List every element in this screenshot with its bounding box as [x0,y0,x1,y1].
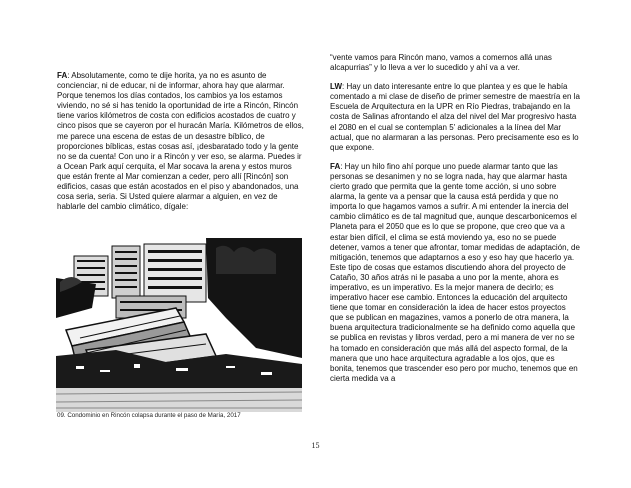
collapsed-condo-photo [56,238,302,412]
photo-caption: 09. Condominio en Rincón colapsa durante el paso de María, 2017 [57,412,241,419]
left-text-column [57,71,305,221]
interview-paragraph [57,71,305,212]
right-text-column [330,53,580,393]
interview-paragraph [330,82,580,153]
interview-paragraph [330,162,580,384]
speaker-initials: LW [330,82,342,92]
speaker-initials: FA [330,161,341,171]
speaker-initials: FA [57,71,68,80]
paragraph-text: : Hay un dato interesante entre lo que plantea y es que le había comentado a mi clase de diseño de primer semestre de maestría en la Escuela de Arquitectura en la UPR en Río Piedras, trabajando en la costa de Salinas afrontando el alza del nivel del Mar progresivo hasta el 2080 en el cual se contemplan 5' adicionales a la línea del Mar actual, que no alarmaran a las personas. Pero precisamente eso es lo que expone. [330,82,580,152]
page-number: 15 [311,441,320,450]
paragraph-text: : Absolutamente, como te dije horita, ya no es asunto de concienciar, ni de educar, ni de informar, ahora hay que alarmar. Porque tenemos los días contados, los cambios ya los estamos viviendo, no sé si has tenido la oportunidad de irte a Rincón, Rincón tiene varios kilómetros de costa con edificios acostados de cuatro y cinco pisos que se cayeron por el huracán María. Kilómetros de ellos, me parece una escena de estas de un desastre bíblico, de proporciones bíblicas, estas cosas así, ¡desbaratado todo y la gente no se da cuenta! Con uno ir a Rincón y ver eso, se alarma. Puedes ir a Ocean Park aquí cerquita, el Mar socava la arena y estos muros que están frente al Mar comienzan a ceder, pero allí [Rincón] son edificios, casas que están acostados en el piso y abandonados, una cosa seria, seria. Si Usted quiere alarmar a alguien, en vez de hablarle del cambio climático, dígale: [57,71,304,212]
paragraph-text: : Hay un hilo fino ahí porque uno puede alarmar tanto que las personas se desanimen y no se logra nada, hay que alarmar hasta cierto grado que permita que la gente tome acción, si uno sobre alarma, la gente va a pensar que la causa está perdida y que no importa lo que hagamos vamos a sufrir. A mi entender la inercia del cambio climático es de tal magnitud que, aunque descarbonicemos el Planeta para el 2050 que es lo que se propone, que creo que va a estar bien difícil, el clima se está moviendo ya, eso no se puede detener, vamos a tener que afrontar, tomar medidas de adaptación, de mitigación, tenemos que adaptarnos a eso y eso hay que hacerlo ya. Este tipo de cosas que estamos discutiendo ahora del proyecto de Cataño, 30 años atrás ni le pasaba a uno por la mente, ahora es imperativo, es un imperativo. Es la mejor manera de decirlo; es imperativo hacer ese cambio. Entonces la educación del arquitecto tiene que tomar en consideración la idea de hacer estos proyectos que se publican en magazines, vamos a ponerlo de otra manera, la buena arquitectura tradicionalmente se ha definido como aquella que se publica en revistas y libros verdad, pero a mi manera de ver no se ha tomado en consideración que más allá del aspecto formal, de la manera que uno hace arquitectura agradable a los ojos, que es bonita, tenemos que trascender eso pero por mucho, tenemos que en cierta medida va a [330,161,580,383]
photo-illustration [56,238,302,412]
paragraph-continuation: “vente vamos para Rincón mano, vamos a comernos allá unas alcapurrias” y lo lleva a ver lo sucedido y ahí va a ver. [330,53,552,73]
